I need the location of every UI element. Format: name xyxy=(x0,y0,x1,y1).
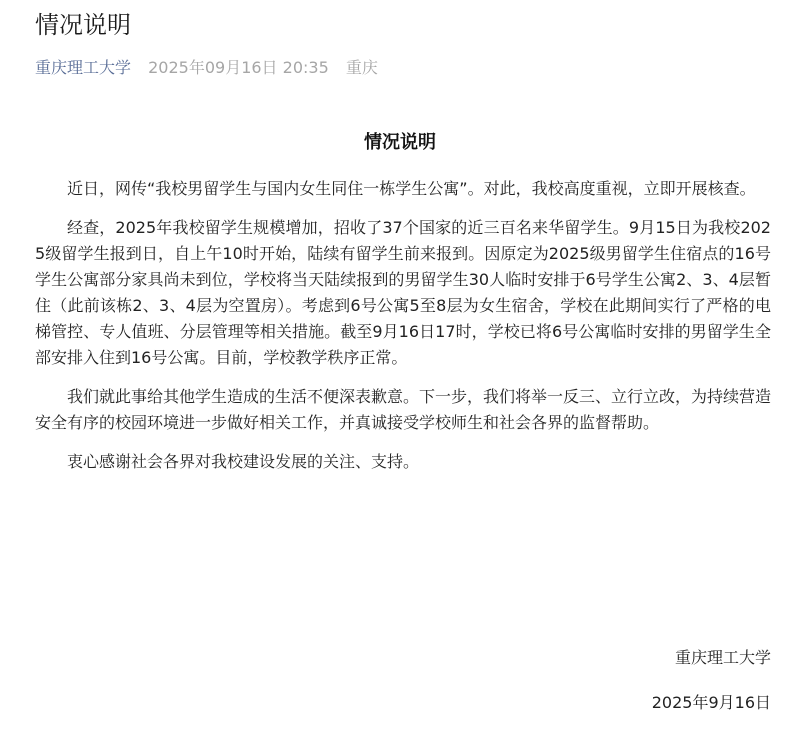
paragraph: 衷心感谢社会各界对我校建设发展的关注、支持。 xyxy=(67,452,420,471)
document-body xyxy=(35,176,771,488)
paragraph: 经查，2025年我校留学生规模增加，招收了37个国家的近三百名来华留学生。9月15日为我校2025级留学生报到日，自上午10时开始，陆续有留学生前来报到。因原定为2025级男留学生住宿点的16号学生公寓部分家具尚未到位，学校将当天陆续报到的男留学生30人临时安排于6号学生公寓2、3、4层暂住（此前该栋2、3、4层为空置房）。考虑到6号公寓5至8层为女生宿舍，学校在此期间实行了严格的电梯管控、专人值班、分层管理等相关措施。截至9月16日17时，学校已将6号公寓临时安排的男留学生全部安排入住到16号公寓。目前，学校教学秩序正常。 xyxy=(35,218,771,367)
publish-datetime: 2025年09月16日 20:35 xyxy=(148,58,329,77)
article-title: 情况说明 xyxy=(35,11,131,39)
paragraph: 我们就此事给其他学生造成的生活不便深表歉意。下一步，我们将举一反三、立行立改，为持续营造安全有序的校园环境进一步做好相关工作，并真诚接受学校师生和社会各界的监督帮助。 xyxy=(35,387,772,432)
paragraph: 近日，网传“我校男留学生与国内女生同住一栋学生公寓”。对此，我校高度重视，立即开展核查。 xyxy=(67,179,756,198)
source-account-link[interactable]: 重庆理工大学 xyxy=(35,58,132,77)
signature-date: 2025年9月16日 xyxy=(651,693,771,712)
document-heading: 情况说明 xyxy=(364,132,436,153)
article-meta xyxy=(35,57,378,79)
publish-location: 重庆 xyxy=(345,58,378,77)
signature-name: 重庆理工大学 xyxy=(674,648,771,667)
